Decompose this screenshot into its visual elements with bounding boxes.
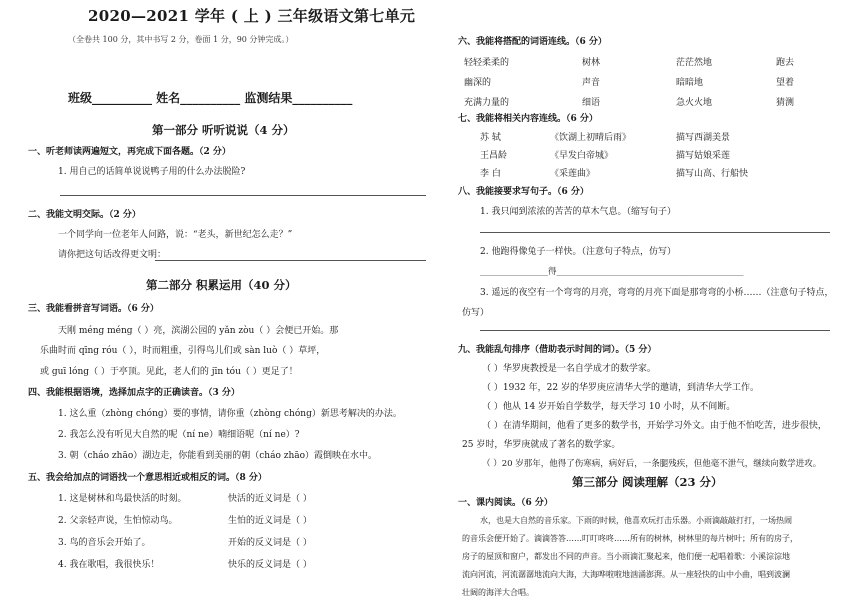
part2-heading: 第二部分 积累运用（40 分）: [146, 278, 297, 292]
s9-item[interactable]: （ ）华罗庚教授是一名自学成才的数学家。: [482, 364, 656, 374]
r1-title: 一、课内阅读。（6 分）: [458, 498, 553, 508]
s9-title: 九、我能乱句排序（借助表示时间的词）。（5 分）: [458, 345, 657, 355]
s7-title: 七、我能将相关内容连线。（6 分）: [458, 114, 598, 124]
s9-item-cont: 25 岁时，华罗庚就成了著名的数学家。: [462, 440, 621, 450]
s2-question: 请你把这句话改得更文明：: [58, 250, 167, 260]
s7-item[interactable]: 苏 轼: [480, 133, 501, 143]
s6-word[interactable]: 暗暗地: [676, 78, 704, 88]
s3-line: 天刚 méng méng（ ）亮，滨湖公园的 yǎn zòu（ ）会便已开始。那: [58, 326, 339, 336]
s5-sentence: 3. 鸟的音乐会开始了。: [58, 538, 151, 548]
s5-sentence: 1. 这是树林和鸟最快活的时刻。: [58, 494, 187, 504]
s4-question: 1. 这么重（zhòng chóng）要的事情，请你重（zhòng chóng）新思考解决的办法。: [58, 409, 402, 419]
s4-question: 2. 我怎么没有听见大自然的呢（ní ne）喃细语呢（ní ne）?: [58, 430, 300, 440]
answer-line[interactable]: [60, 195, 426, 196]
s9-item[interactable]: （ ）1932 年，22 岁的华罗庚应清华大学的邀请，到清华大学工作。: [482, 383, 759, 393]
s6-word[interactable]: 细语: [582, 98, 601, 108]
exam-note: （全卷共 100 分，其中书写 2 分，卷面 1 分，90 分钟完成。）: [68, 35, 294, 44]
s3-line: 或 guī lóng（ ）于亭顶。见此，老人们的 jīn tóu（ ）更足了！: [40, 367, 298, 377]
s7-item[interactable]: 《早发白帝城》: [550, 151, 614, 161]
s4-question: 3. 朝（cháo zhāo）湖边走，你能看到美丽的朝（cháo zhāo）霞倒映在水中。: [58, 451, 378, 461]
s6-word[interactable]: 望着: [776, 78, 795, 88]
answer-line[interactable]: [480, 330, 830, 331]
s7-item[interactable]: 描写山高、行船快: [676, 169, 749, 179]
s6-word[interactable]: 声音: [582, 78, 601, 88]
s4-title: 四、我能根据语境，选择加点字的正确读音。（3 分）: [28, 388, 240, 398]
exam-title: 2020—2021 学年 ( 上 ) 三年级语文第七单元: [88, 7, 416, 25]
s1-title: 一、听老师读两遍短文，再完成下面各题。（2 分）: [28, 147, 231, 157]
s6-word[interactable]: 跑去: [776, 58, 795, 68]
s7-item[interactable]: 描写姑娘采莲: [676, 151, 731, 161]
reading-paragraph-line: 房子的屋顶和窗户，都发出不同的声音。当小雨滴汇聚起来，他们便一起唱着歌：小溪淙淙地: [462, 552, 790, 561]
s8-question: 3. 遥远的夜空有一个弯弯的月亮，弯弯的月亮下面是那弯弯的小桥……（注意句子特点，: [480, 288, 834, 298]
s7-item[interactable]: 描写西湖美景: [676, 133, 731, 143]
reading-paragraph-line: 壮阔的海洋大合唱。: [462, 588, 534, 597]
s9-item[interactable]: （ ）20 岁那年，他得了伤寒病，病好后，一条腿残疾，但他毫不泄气，继续向数学进攻。: [482, 459, 822, 469]
s7-item[interactable]: 李 白: [480, 169, 501, 179]
s3-line: 乐曲时而 qīng róu（ ），时而粗重，引得鸟儿们或 sàn luò（ ）草坪，: [40, 346, 326, 356]
s8-question: 1. 我只闻到浓浓的苦苦的草木气息。（缩写句子）: [480, 207, 676, 217]
s6-word[interactable]: 树林: [582, 58, 601, 68]
s7-item[interactable]: 王昌龄: [480, 151, 508, 161]
s5-prompt[interactable]: 快乐的反义词是（ ）: [228, 560, 312, 570]
s5-prompt[interactable]: 快活的近义词是（ ）: [228, 494, 312, 504]
s9-item[interactable]: （ ）在清华期间，他看了更多的数学书，开始学习外文。由于他不怕吃苦，进步很快，: [482, 421, 827, 431]
s5-title: 五、我会给加点的词语找一个意思相近或相反的词。（8 分）: [28, 473, 267, 483]
s6-word[interactable]: 幽深的: [464, 78, 492, 88]
s5-sentence: 4. 我在歌唱，我很快乐！: [58, 560, 160, 570]
part1-heading: 第一部分 听听说说（4 分）: [152, 123, 295, 137]
s2-title: 二、我能文明交际。（2 分）: [28, 210, 141, 220]
s6-word[interactable]: 茫茫然地: [676, 58, 713, 68]
s6-title: 六、我能将搭配的词语连线。（6 分）: [458, 37, 607, 47]
s8-question: 2. 他跑得像兔子一样快。（注意句子特点，仿写）: [480, 247, 676, 257]
s2-text: 一个同学向一位老年人问路，说：“老头，新世纪怎么走？”: [58, 230, 293, 240]
s6-word[interactable]: 猜测: [776, 98, 795, 108]
s9-item[interactable]: （ ）他从 14 岁开始自学数学，每天学习 10 小时，从不间断。: [482, 402, 736, 412]
s5-prompt[interactable]: 开始的反义词是（ ）: [228, 538, 312, 548]
s1-question: 1. 用自己的话简单说说鸭子用的什么办法脱险?: [58, 167, 246, 177]
reading-paragraph-line: 的音乐会便开始了。滴滴答答……叮叮咚咚……所有的树林，树林里的每片树叶；所有的房子，: [462, 534, 798, 543]
reading-paragraph-line: 流向河流，河流潺潺地流向大海，大海哗啦啦地汹涌澎湃。从一座轻快的山中小曲，唱到波澜: [462, 570, 790, 579]
s6-word[interactable]: 充满力量的: [464, 98, 510, 108]
part3-heading: 第三部分 阅读理解（23 分）: [572, 475, 723, 489]
s7-item[interactable]: 《采莲曲》: [550, 169, 596, 179]
s8-fill-line[interactable]: ________________得____________________________________________: [480, 267, 744, 277]
s6-word[interactable]: 急火火地: [676, 98, 713, 108]
answer-line[interactable]: [155, 260, 426, 261]
s5-prompt[interactable]: 生怕的近义词是（ ）: [228, 516, 312, 526]
s5-sentence: 2. 父亲轻声说，生怕惊动鸟。: [58, 516, 178, 526]
s7-item[interactable]: 《饮湖上初晴后雨》: [550, 133, 632, 143]
s8-title: 八、我能接要求写句子。（6 分）: [458, 187, 589, 197]
s6-word[interactable]: 轻轻柔柔的: [464, 58, 510, 68]
reading-paragraph-line: 水，也是大自然的音乐家。下雨的时候，他喜欢玩打击乐器。小雨滴敲敲打打，一场热闹: [480, 516, 792, 525]
student-info: 班级__________ 姓名__________ 监测结果__________: [68, 91, 353, 105]
answer-line[interactable]: [480, 232, 830, 233]
s3-title: 三、我能看拼音写词语。（6 分）: [28, 304, 159, 314]
s8-question-cont: 仿写）: [462, 308, 490, 318]
